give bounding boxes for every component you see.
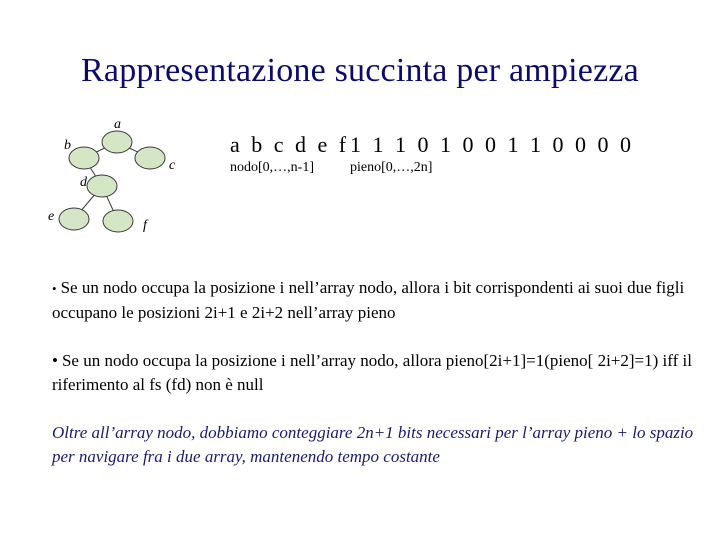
paragraph-text: Se un nodo occupa la posizione i nell’array nodo, allora pieno[2i+1]=1(pieno[ 2i+2]=1) iff il riferimento al fs (fd) non è null [52,351,692,394]
pieno-array-caption: pieno[0,…,2n] [350,160,433,175]
tree-node-d [87,175,117,197]
pieno-array-values: 1 1 1 0 1 0 0 1 1 0 0 0 0 [350,132,634,157]
bullet: • [52,351,58,370]
binary-tree-diagram [0,0,720,260]
paragraph-pieno-rule [52,349,702,397]
nodo-array-values: a b c d e f [230,132,350,157]
paragraph-space-note: Oltre all’array nodo, dobbiamo conteggiare 2n+1 bits necessari per l’array pieno + lo spazio per navigare fra i due array, mantenendo tempo costante [52,423,694,466]
paragraph-text: Se un nodo occupa la posizione i nell’array nodo, allora i bit corrispondenti ai suoi due figli occupano le posizioni 2i+1 e 2i+2 nell’array pieno [52,278,685,322]
nodo-array-caption: nodo[0,…,n-1] [230,160,314,175]
bullet: • [52,281,57,296]
paragraph-child-positions [52,276,702,325]
page-title: Rappresentazione succinta per ampiezza [81,52,639,89]
node-label-f: f [143,218,147,233]
tree-node-f [103,210,133,232]
tree-node-a [102,131,132,153]
node-label-c: c [169,158,176,173]
tree-node-e [59,208,89,230]
node-label-a: a [114,117,121,132]
tree-node-b [69,147,99,169]
node-label-e: e [48,209,55,224]
tree-node-c [135,147,165,169]
node-label-d: d [80,175,87,190]
node-label-b: b [64,138,71,153]
